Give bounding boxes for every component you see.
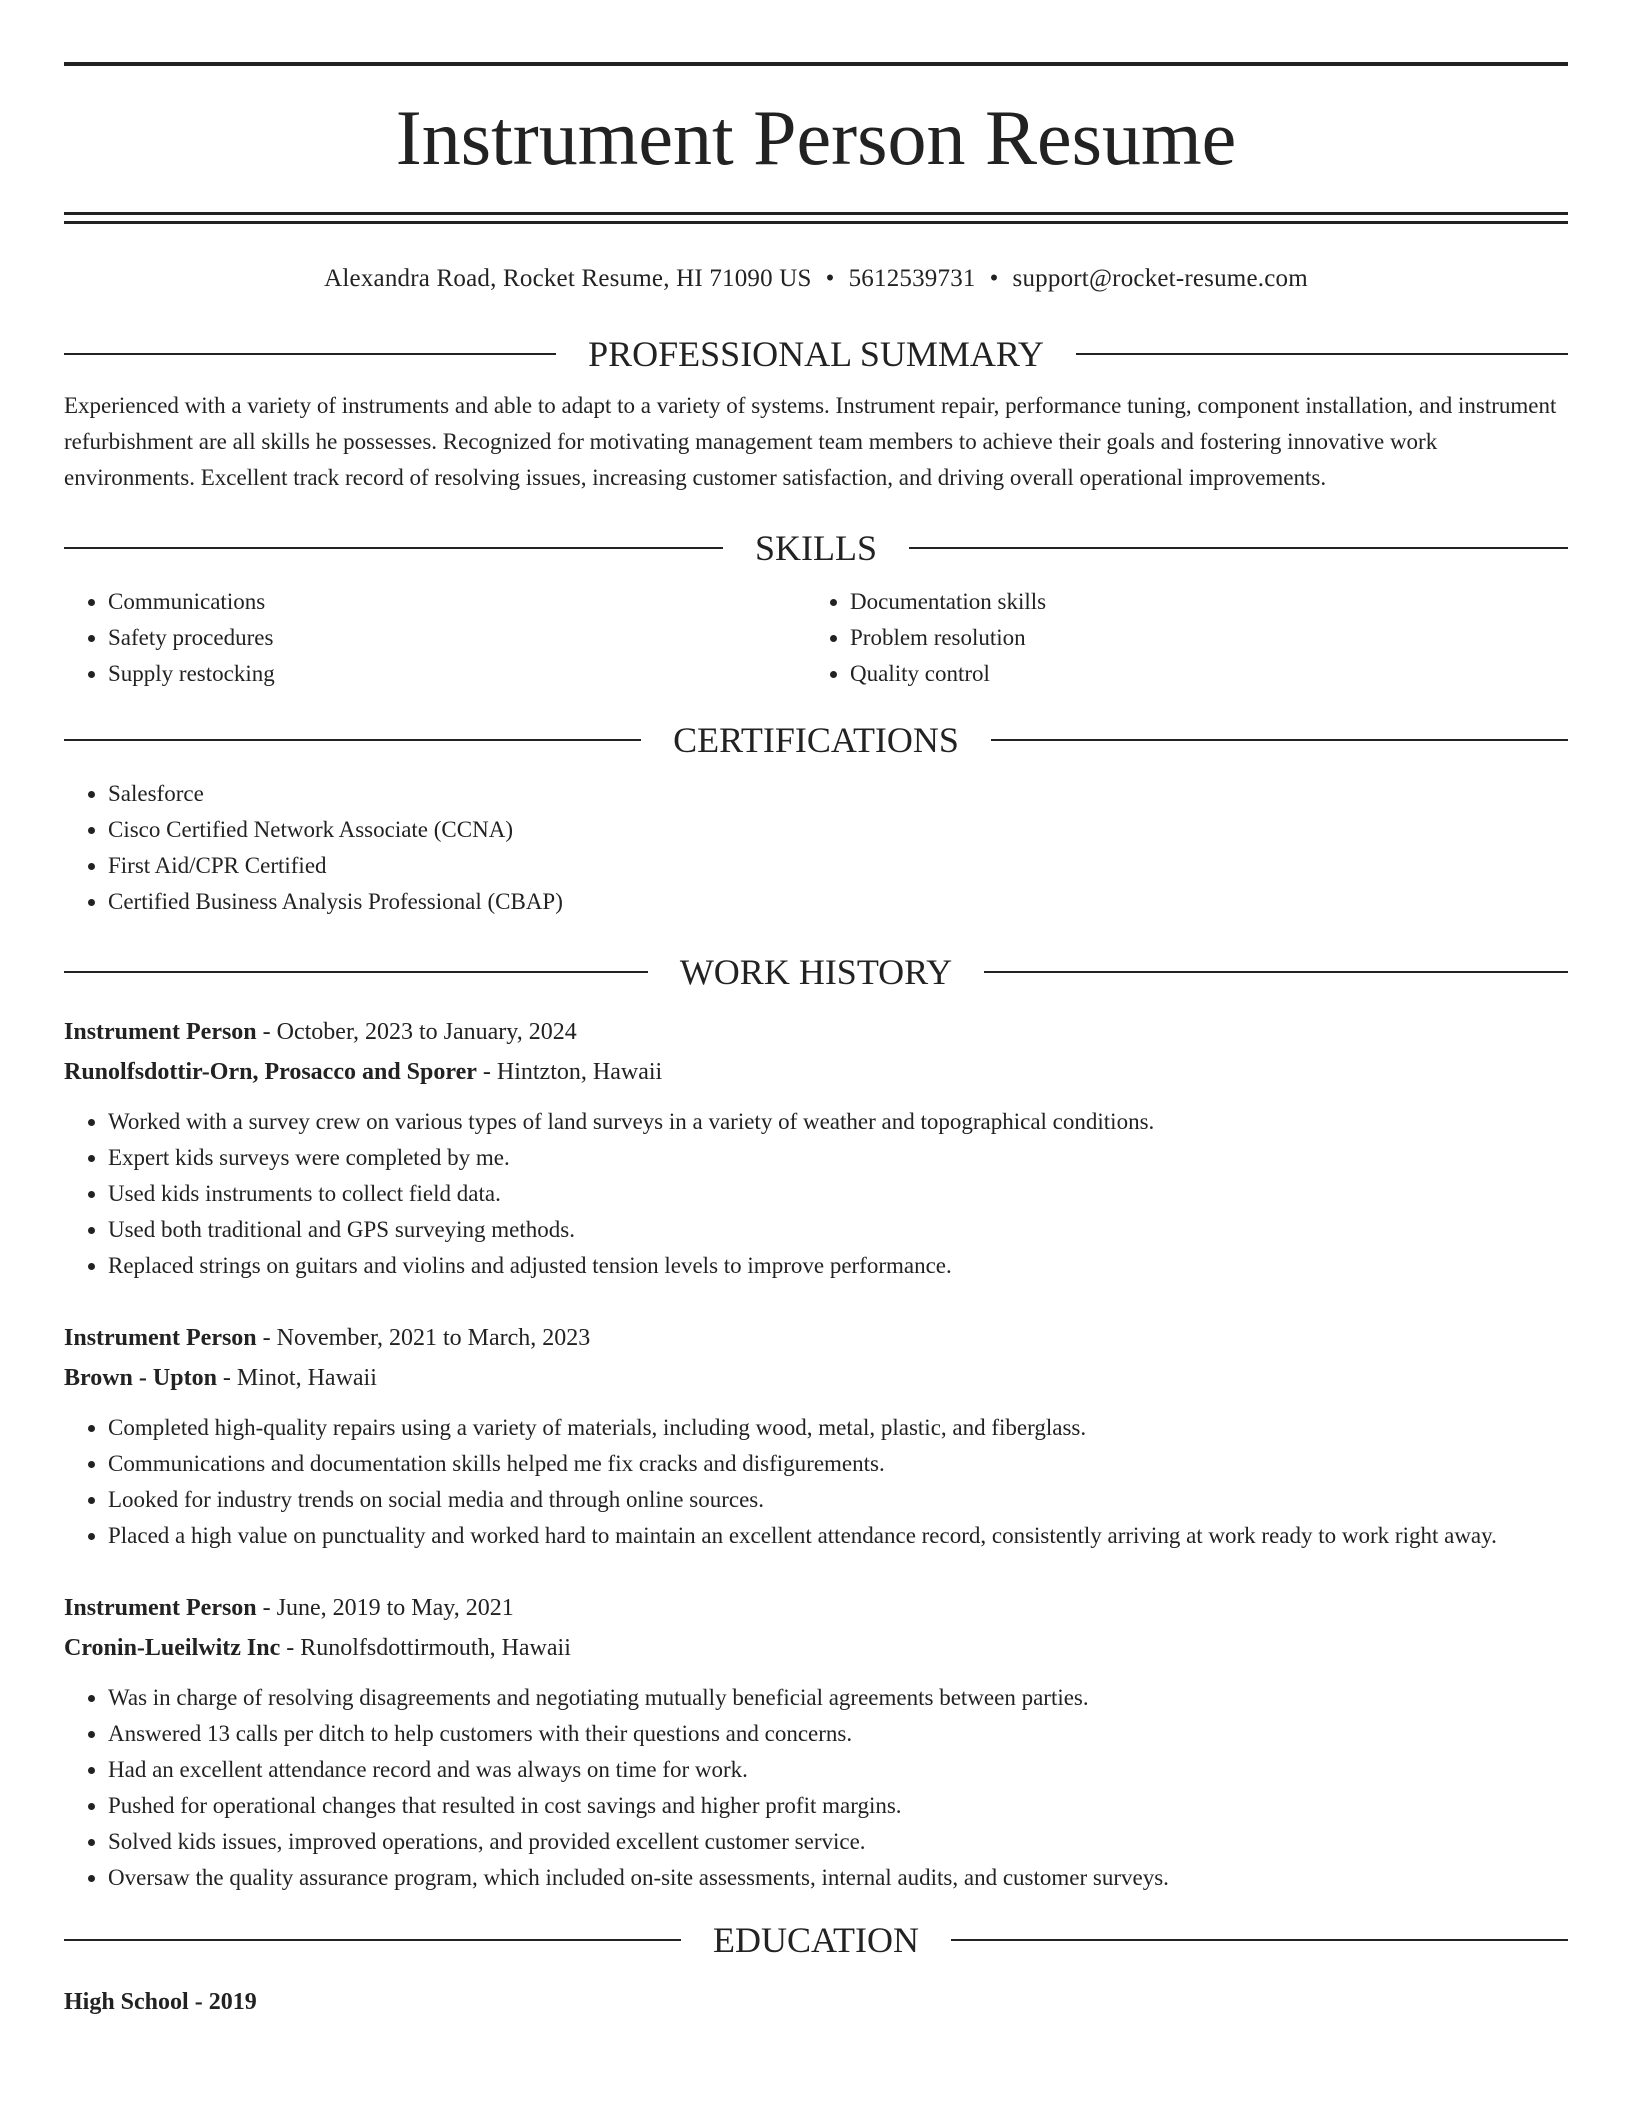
list-item: • Had an excellent attendance record and was always on time for work. (108, 1752, 1568, 1788)
job-entry (64, 1318, 1568, 1554)
section-heading-education (64, 1918, 1568, 1962)
contact-phone: 5612539731 (848, 265, 976, 292)
job-company: Runolfsdottir-Orn, Prosacco and Sporer (64, 1059, 477, 1085)
resume-page (64, 62, 1568, 2022)
title-double-rule (64, 212, 1568, 224)
job-title-line (64, 1318, 1568, 1358)
heading-rule (991, 739, 1568, 741)
section-title-education: EDUCATION (713, 1920, 919, 1960)
list-item: • Problem resolution (850, 620, 1548, 656)
job-company-line (64, 1358, 1568, 1398)
list-item: • Completed high-quality repairs using a variety of materials, including wood, metal, plastic, and fiberglass. (108, 1410, 1568, 1446)
skills-grid (64, 584, 1568, 692)
skills-list-right (806, 584, 1548, 692)
section-heading-work (64, 950, 1568, 994)
job-location: - Runolfsdottirmouth, Hawaii (280, 1635, 571, 1661)
list-item: • Communications (108, 584, 806, 620)
education-degree: High School - 2019 (64, 1989, 257, 2015)
list-item: • Oversaw the quality assurance program, which included on-site assessments, internal audits, and customer surveys. (108, 1860, 1568, 1896)
heading-rule (1076, 353, 1568, 355)
job-company-line (64, 1628, 1568, 1668)
list-item: • Certified Business Analysis Professional (CBAP) (108, 884, 1568, 920)
job-title-line (64, 1588, 1568, 1628)
section-title-certifications: CERTIFICATIONS (673, 720, 959, 760)
section-heading-summary (64, 332, 1568, 376)
section-heading-skills (64, 526, 1568, 570)
heading-rule (951, 1939, 1568, 1941)
job-duties-list (64, 1410, 1568, 1554)
heading-rule (64, 971, 648, 973)
list-item: • Solved kids issues, improved operations, and provided excellent customer service. (108, 1824, 1568, 1860)
list-item: • Communications and documentation skills helped me fix cracks and disfigurements. (108, 1446, 1568, 1482)
list-item: • Looked for industry trends on social media and through online sources. (108, 1482, 1568, 1518)
summary-paragraph: Experienced with a variety of instruments and able to adapt to a variety of systems. Instrument repair, performance tuning, component installation, and instrument refurbishment are all skills he possesses. Recognized for motivating management team members to achieve their goals and fostering innovative work environments. Excellent track record of resolving issues, increasing customer satisfaction, and driving overall operational improvements. (64, 393, 1557, 490)
certifications-list (64, 776, 1568, 920)
heading-rule (64, 353, 556, 355)
job-dates: - November, 2021 to March, 2023 (256, 1325, 591, 1351)
job-entry (64, 1012, 1568, 1284)
job-title: Instrument Person (64, 1325, 257, 1351)
list-item: • Worked with a survey crew on various types of land surveys in a variety of weather and topographical conditions. (108, 1104, 1568, 1140)
list-item: • Safety procedures (108, 620, 806, 656)
list-item: • Documentation skills (850, 584, 1548, 620)
list-item: • Pushed for operational changes that resulted in cost savings and higher profit margins. (108, 1788, 1568, 1824)
contact-line (64, 262, 1568, 296)
list-item: • Expert kids surveys were completed by me. (108, 1140, 1568, 1176)
list-item: • Supply restocking (108, 656, 806, 692)
job-duties-list (64, 1104, 1568, 1284)
heading-rule (64, 547, 723, 549)
job-dates: - October, 2023 to January, 2024 (256, 1019, 577, 1045)
section-title-skills: SKILLS (755, 528, 878, 568)
heading-rule (909, 547, 1568, 549)
section-title-work: WORK HISTORY (679, 952, 953, 992)
job-title: Instrument Person (64, 1019, 257, 1045)
resume-title: Instrument Person Resume (395, 94, 1237, 181)
job-company-line (64, 1052, 1568, 1092)
job-company: Cronin-Lueilwitz Inc (64, 1635, 281, 1661)
job-company: Brown - Upton (64, 1365, 217, 1391)
section-title-summary: PROFESSIONAL SUMMARY (588, 334, 1044, 374)
contact-address: Alexandra Road, Rocket Resume, HI 71090 US (324, 265, 812, 292)
job-location: - Hintzton, Hawaii (476, 1059, 663, 1085)
top-rule (64, 62, 1568, 66)
job-title: Instrument Person (64, 1595, 257, 1621)
heading-rule (64, 1939, 681, 1941)
section-heading-certifications (64, 718, 1568, 762)
job-location: - Minot, Hawaii (216, 1365, 377, 1391)
heading-rule (984, 971, 1568, 973)
list-item: • Cisco Certified Network Associate (CCNA) (108, 812, 1568, 848)
contact-email: support@rocket-resume.com (1012, 265, 1308, 292)
heading-rule (64, 739, 641, 741)
contact-separator: • (989, 265, 999, 292)
list-item: • Answered 13 calls per ditch to help customers with their questions and concerns. (108, 1716, 1568, 1752)
skills-list-left (64, 584, 806, 692)
job-dates: - June, 2019 to May, 2021 (256, 1595, 514, 1621)
list-item: • Was in charge of resolving disagreements and negotiating mutually beneficial agreements between parties. (108, 1680, 1568, 1716)
list-item: • First Aid/CPR Certified (108, 848, 1568, 884)
list-item: • Used both traditional and GPS surveying methods. (108, 1212, 1568, 1248)
contact-separator: • (825, 265, 835, 292)
list-item: • Quality control (850, 656, 1548, 692)
job-duties-list (64, 1680, 1568, 1896)
job-entry (64, 1588, 1568, 1896)
list-item: • Replaced strings on guitars and violins and adjusted tension levels to improve performance. (108, 1248, 1568, 1284)
education-entry (64, 1982, 1568, 2022)
list-item: • Used kids instruments to collect field data. (108, 1176, 1568, 1212)
list-item: • Salesforce (108, 776, 1568, 812)
job-title-line (64, 1012, 1568, 1052)
list-item: • Placed a high value on punctuality and worked hard to maintain an excellent attendance record, consistently arriving at work ready to work right away. (108, 1518, 1568, 1554)
